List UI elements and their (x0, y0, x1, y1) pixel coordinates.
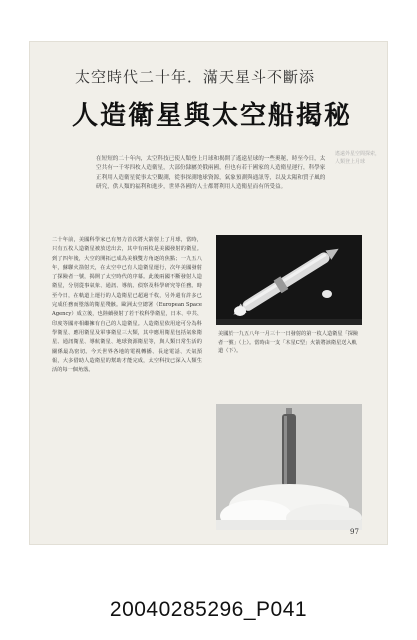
article-body: 二十年前，美國科學家已有努力首次將大箭射上了月球，當時，只有五枚人造衛星被放送出去，其中有兩枚是美國發射的衛星。到了四年後，大空的開拓已成為美俄雙方角逐的焦點；一九五八年，蘇聯火箭射天，在太空中已有人造衛星運行，次年美國發射了探險者一號，揭開了太空時代的序幕。此後兩國不斷發射人造衛星，分別從事氣象、通訊、導航、偵察及科學研究等任務。時至今日，在軌道上運行的人造衛星已超過千枚，另外還有許多已完成任務而墜落的衛星殘骸。歐洲太空總署（European Space Agency）成立後，也陸續發射了若干枚科學衛星，日本、中共、印度等國亦相繼擁有自己的人造衛星。人造衛星依用途可分為科學衛星、應用衛星及軍事衛星三大類，其中應用衛星包括氣象衛星、通訊衛星、導航衛星、地球資源衛星等，與人類日常生活的關係最為密切。今天世界各地的電視轉播、長途電話、天氣預報，大多借助人造衛星的幫助才能完成，太空科技已深入人類生活的每一個角落。 (52, 237, 202, 374)
side-text: 遙遠外星空間探索，人類登上月球 (335, 151, 381, 165)
article-intro: 在短短的二十年內，太空科技已使人類登上月球和揭開了遙遠星球的一些奧秘，時至今日，太空共有一千零四枚人造衛星，大部份隸屬美俄兩國，但也有若干國家的人造衛星運行，科學家正利用人造衛星從事太空觀測，從事探測地球資源，氣象預測與通訊等，以及太陽和質子風的研究，供人類的福利和進步，世界各國的人士都將利用人造衛星而有所受益。 (96, 156, 326, 191)
rocket-launch-photo (216, 404, 362, 530)
photo-caption: 美國於一九五八年一月三十一日發射的第一枚人造衛星「探險者一號」（上）。當時由一支「木星C型」火箭將該衛星送入軌道（下）。 (218, 331, 359, 355)
satellite-photo (216, 235, 362, 325)
page-number: 97 (350, 528, 359, 536)
file-code-label: 20040285296_P041 (109, 598, 308, 621)
satellite-illustration (216, 235, 362, 325)
article-headline: 人造衛星與太空船揭秘 (71, 101, 352, 131)
rocket-illustration (216, 404, 362, 530)
article-kicker: 太空時代二十年．滿天星斗不斷添 (74, 68, 315, 86)
